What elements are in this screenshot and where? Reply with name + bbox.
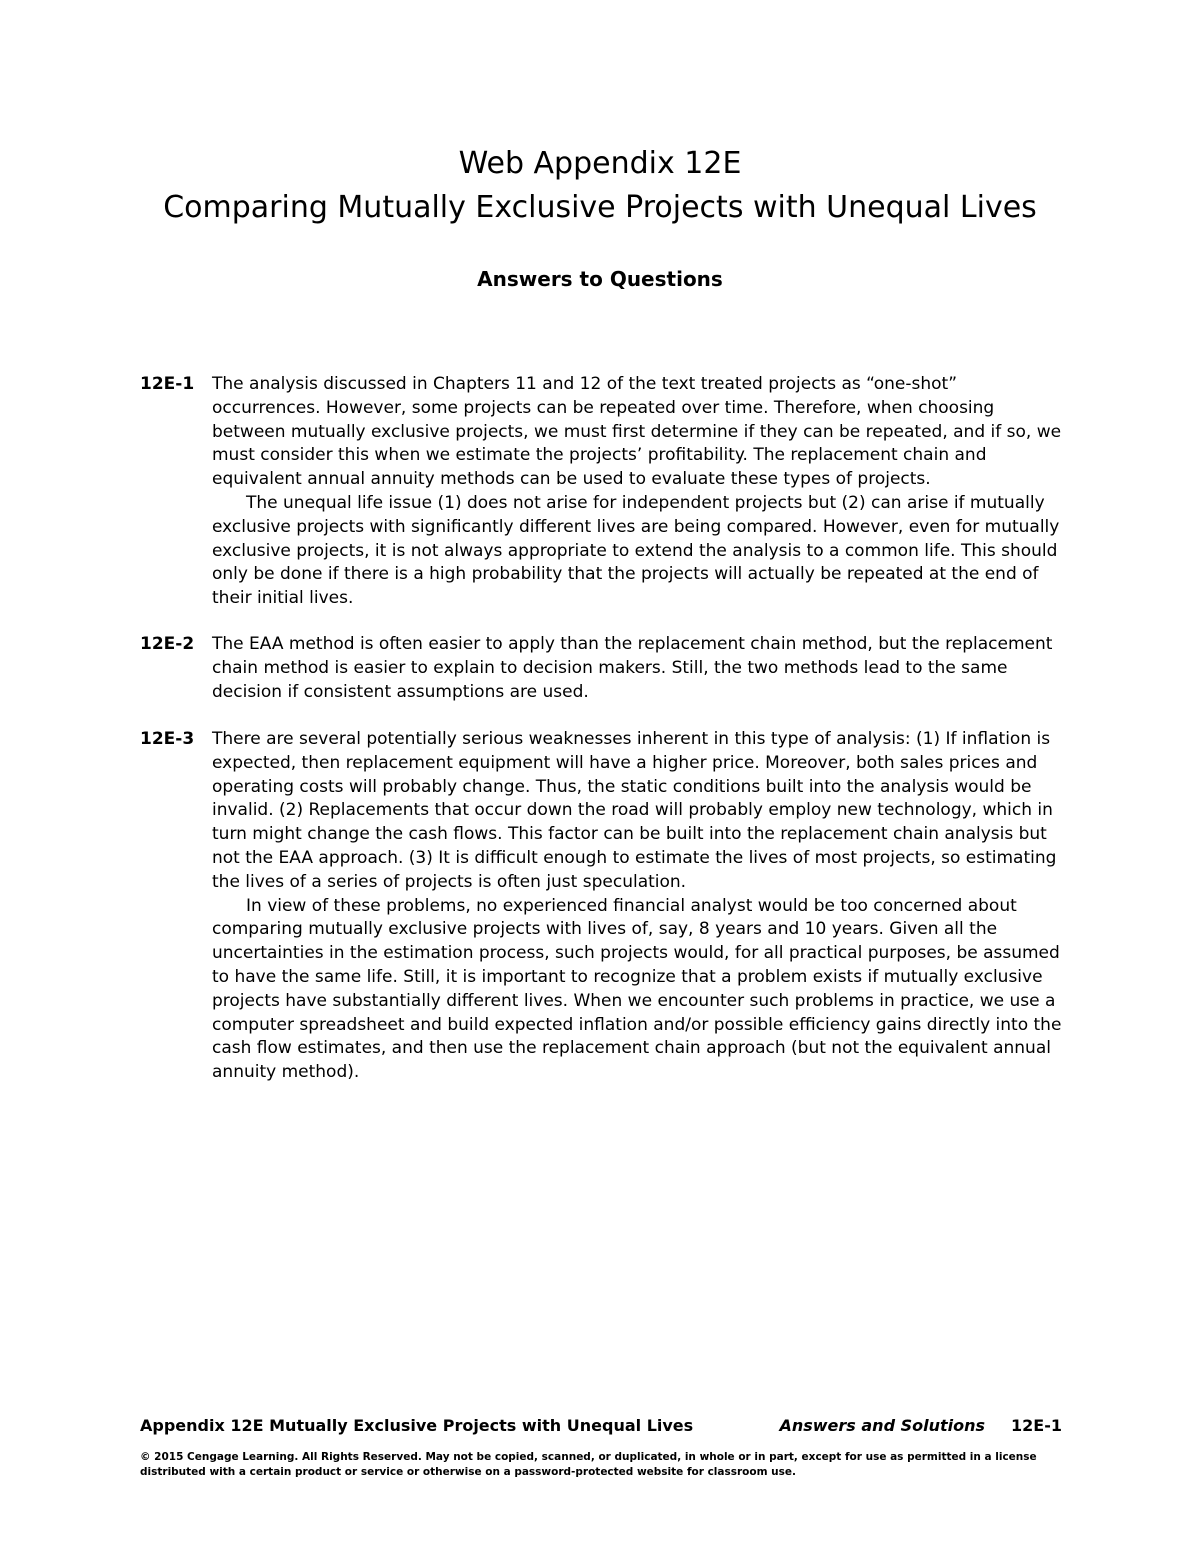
- answer-paragraph: The EAA method is often easier to apply than the replacement chain method, but the replacement chain method is easier to explain to decision makers. Still, the two methods lead to the same decision if consistent assumptions are used.: [212, 634, 1053, 702]
- footer-right: [779, 1416, 1062, 1436]
- question-12e-1: [140, 373, 1070, 611]
- question-answer: [212, 728, 1070, 1085]
- page-subtitle-main: Comparing Mutually Exclusive Projects with Unequal Lives: [163, 190, 1037, 225]
- page-number: 12E-1: [1011, 1416, 1062, 1435]
- answer-paragraph: The unequal life issue (1) does not arise for independent projects but (2) can arise if mutually exclusive projects with significantly different lives are being compared. However, even for mutually exclusive projects, it is not always appropriate to extend the analysis to a common life. This should only be done if there is a high probability that the projects will actually be repeated at the end of their initial lives.: [212, 492, 1060, 609]
- answer-paragraph: There are several potentially serious weaknesses inherent in this type of analysis: (1) If inflation is expected, then replacement equipment will have a higher price. Moreover, both sales prices and operating costs will probably change. Thus, the static conditions built into the analysis would be invalid. (2) Replacements that occur down the road will probably employ new technology, which in turn might change the cash flows. This factor can be built into the replacement chain analysis but not the EAA approach. (3) It is difficult enough to estimate the lives of most projects, so estimating the lives of a series of projects is often just speculation.: [212, 729, 1057, 892]
- question-12e-3: [140, 728, 1070, 1085]
- question-answer: [212, 373, 1070, 611]
- question-12e-2: [140, 633, 1070, 704]
- question-label: 12E-3: [140, 729, 195, 749]
- question-answer: [212, 633, 1070, 704]
- footer-chapter-title: Appendix 12E Mutually Exclusive Projects with Unequal Lives: [140, 1416, 694, 1435]
- answer-paragraph: In view of these problems, no experienced financial analyst would be too concerned about comparing mutually exclusive projects with lives of, say, 8 years and 10 years. Given all the uncertainties in the estimation process, such projects would, for all practical purposes, be assumed to have the same life. Still, it is important to recognize that a problem exists if mutually exclusive projects have substantially different lives. When we encounter such problems in practice, we use a computer spreadsheet and build expected inflation and/or possible efficiency gains directly into the cash flow estimates, and then use the replacement chain approach (but not the equivalent annual annuity method).: [212, 895, 1062, 1083]
- copyright-notice: © 2015 Cengage Learning. All Rights Reserved. May not be copied, scanned, or duplicated, in whole or in part, except for use as permitted in a license distributed with a certain product or service or otherwise on a password-protected website for classroom use.: [140, 1451, 1037, 1478]
- page-title: Web Appendix 12E: [458, 146, 742, 181]
- question-label: 12E-1: [140, 374, 195, 394]
- question-label: 12E-2: [140, 634, 195, 654]
- section-heading: Answers to Questions: [477, 267, 723, 291]
- footer-section-label: Answers and Solutions: [779, 1416, 986, 1435]
- answer-paragraph: The analysis discussed in Chapters 11 and 12 of the text treated projects as “one-shot” occurrences. However, some projects can be repeated over time. Therefore, when choosing between mutually exclusive projects, we must first determine if they can be repeated, and if so, we must consider this when we estimate the projects’ profitability. The replacement chain and equivalent annual annuity methods can be used to evaluate these types of projects.: [212, 374, 1062, 490]
